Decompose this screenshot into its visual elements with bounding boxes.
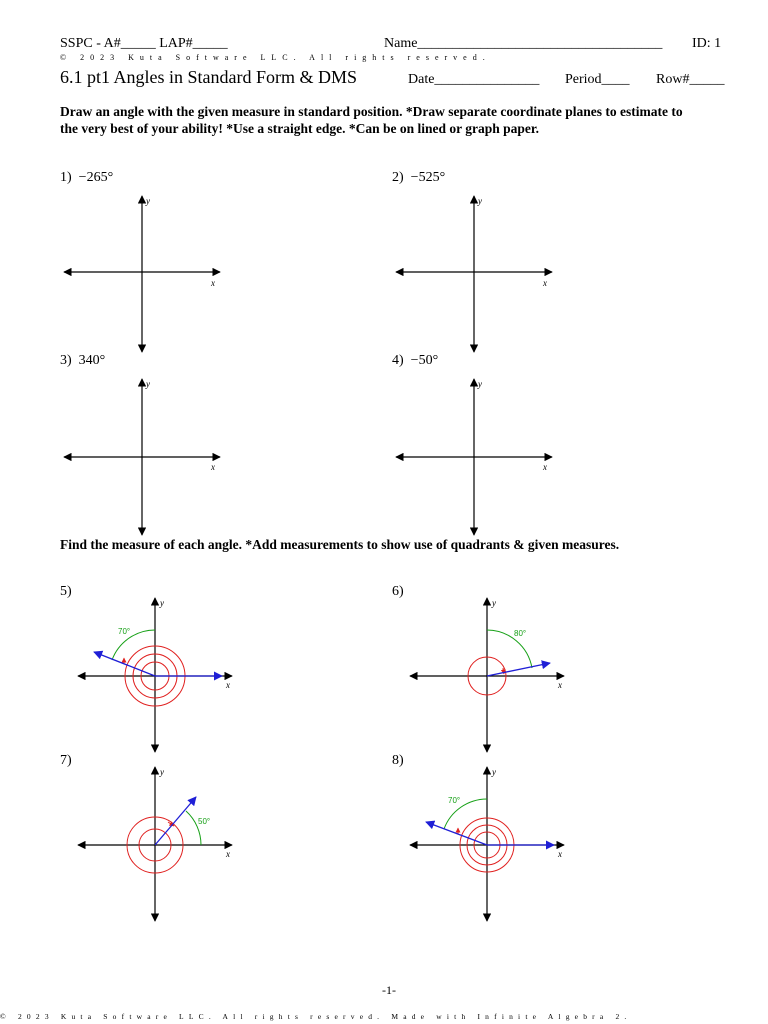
coordinate-plane-1 <box>64 196 220 352</box>
given-angle-label: 50° <box>198 817 211 826</box>
x-axis-label: x <box>543 462 547 472</box>
name-field[interactable]: Name___________________________________ <box>384 36 663 51</box>
y-axis-label: y <box>160 767 164 777</box>
angle-diagram-5 <box>78 598 232 752</box>
header-copyright: © 2023 Kuta Software LLC. All rights reserved. <box>60 53 491 62</box>
y-axis-label: y <box>160 598 164 608</box>
footer-copyright: © 2023 Kuta Software LLC. All rights reserved. Made with Infinite Algebra 2. <box>0 1012 632 1021</box>
problem-6: 6) <box>392 584 404 599</box>
x-axis-label: x <box>226 680 230 690</box>
problem-5: 5) <box>60 584 72 599</box>
class-lap-field[interactable]: SSPC - A#_____ LAP#_____ <box>60 36 228 51</box>
x-axis-label: x <box>558 849 562 859</box>
problem-7: 7) <box>60 753 72 768</box>
coordinate-plane-2 <box>396 196 552 352</box>
problem-8: 8) <box>392 753 404 768</box>
x-axis-label: x <box>543 278 547 288</box>
period-field[interactable]: Period____ <box>565 72 630 87</box>
y-axis-label: y <box>492 598 496 608</box>
problem-number: 3) <box>60 353 72 368</box>
problem-number: 4) <box>392 353 404 368</box>
y-axis-label: y <box>478 196 482 206</box>
problem-number: 2) <box>392 170 404 185</box>
problem-measure: 340° <box>78 353 106 368</box>
given-angle-label: 80° <box>514 629 527 638</box>
x-axis-label: x <box>226 849 230 859</box>
y-axis-label: y <box>492 767 496 777</box>
x-axis-label: x <box>211 278 215 288</box>
row-field[interactable]: Row#_____ <box>656 72 725 87</box>
coordinate-plane-3 <box>64 379 220 535</box>
y-axis-label: y <box>146 379 150 389</box>
given-angle-label: 70° <box>448 796 461 805</box>
y-axis-label: y <box>478 379 482 389</box>
problem-number: 1) <box>60 170 72 185</box>
worksheet-title: 6.1 pt1 Angles in Standard Form & DMS <box>60 67 358 87</box>
angle-diagram-8 <box>410 767 564 921</box>
x-axis-label: x <box>558 680 562 690</box>
section1-instructions: Draw an angle with the given measure in standard position. *Draw separate coordinate planes to estimate to the very best of your ability! *Use a straight edge. *Can be on lined or graph paper. <box>60 104 683 136</box>
given-angle-label: 70° <box>118 627 131 636</box>
problem-measure: −50° <box>410 353 439 368</box>
problem-measure: −525° <box>410 170 446 185</box>
angle-diagram-6 <box>410 598 564 752</box>
problem-measure: −265° <box>78 170 114 185</box>
x-axis-label: x <box>211 462 215 472</box>
page-number: -1- <box>382 983 396 997</box>
coordinate-plane-4 <box>396 379 552 535</box>
worksheet-id: ID: 1 <box>692 36 722 51</box>
y-axis-label: y <box>146 196 150 206</box>
section2-instructions: Find the measure of each angle. *Add measurements to show use of quadrants & given measures. <box>60 537 620 552</box>
date-field[interactable]: Date_______________ <box>408 72 540 87</box>
angle-diagram-7 <box>78 767 232 921</box>
